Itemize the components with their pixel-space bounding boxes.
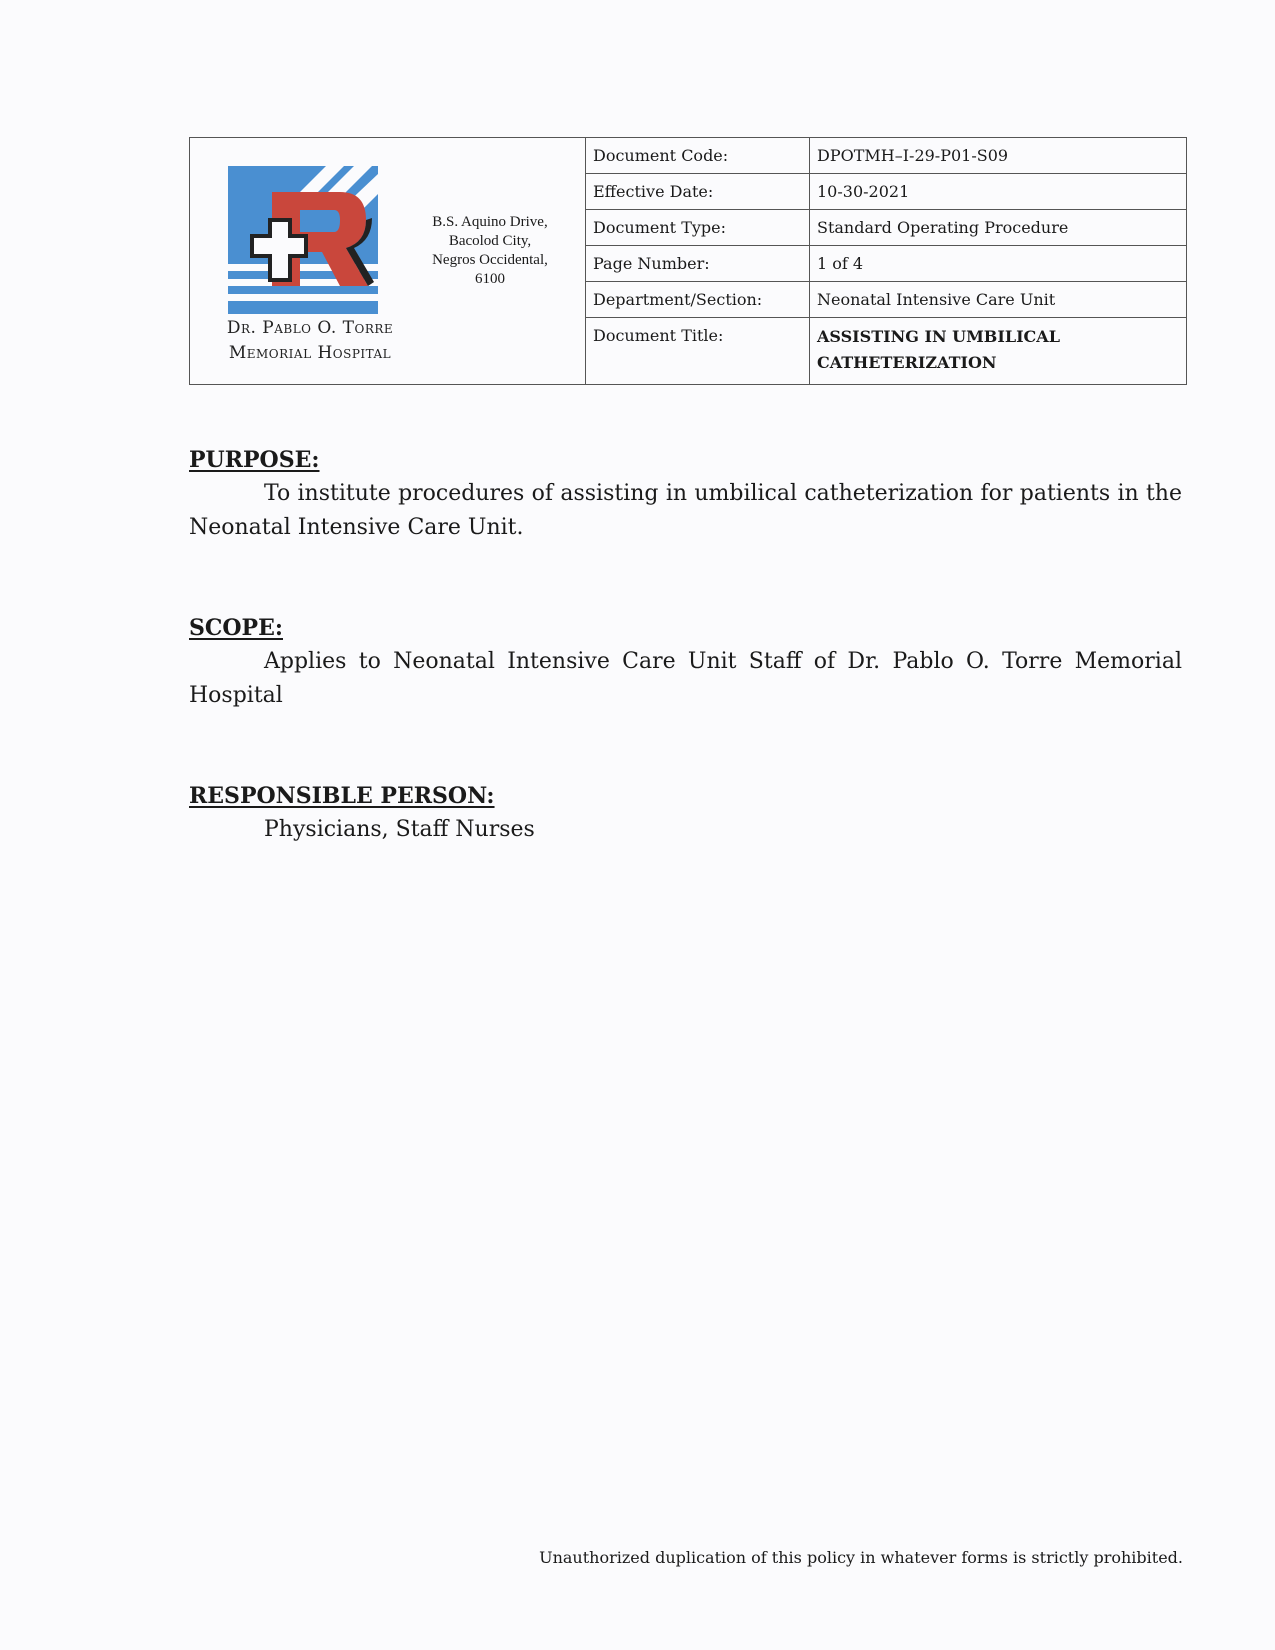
responsible-person-heading: RESPONSIBLE PERSON:	[189, 783, 495, 809]
logo-cell	[190, 138, 395, 384]
address-line: B.S. Aquino Drive,	[432, 214, 548, 230]
address-cell	[395, 138, 586, 384]
meta-value: Neonatal Intensive Care Unit	[817, 290, 1056, 309]
hospital-address	[432, 213, 548, 289]
hospital-name-line1: Dr. Pablo O. Torre	[226, 318, 394, 338]
meta-row-document-type	[586, 210, 1186, 246]
meta-row-page-number	[586, 246, 1186, 282]
hospital-name	[190, 316, 430, 366]
meta-key: Effective Date:	[586, 174, 810, 209]
responsible-person-text: Physicians, Staff Nurses	[264, 817, 535, 842]
meta-key: Document Code:	[586, 138, 810, 173]
meta-value: 10-30-2021	[817, 182, 910, 201]
meta-row-document-code	[586, 138, 1186, 174]
document-header-table	[189, 137, 1187, 385]
address-line: 6100	[474, 271, 505, 287]
meta-row-effective-date	[586, 174, 1186, 210]
scope-text: Applies to Neonatal Intensive Care Unit Staff of Dr. Pablo O. Torre Memorial Hospital	[189, 649, 1182, 708]
address-line: Negros Occidental,	[432, 252, 548, 268]
meta-key: Page Number:	[586, 246, 810, 281]
meta-value: 1 of 4	[817, 254, 864, 273]
meta-value: Standard Operating Procedure	[817, 218, 1069, 237]
meta-row-department	[586, 282, 1186, 318]
footer-notice: Unauthorized duplication of this policy in whatever forms is strictly prohibited.	[539, 1548, 1183, 1567]
meta-row-document-title	[586, 318, 1186, 384]
meta-value: DPOTMH–I-29-P01-S09	[817, 146, 1009, 165]
address-line: Bacolod City,	[448, 233, 532, 249]
meta-key: Document Title:	[586, 318, 810, 384]
document-meta	[586, 138, 1186, 384]
meta-value-title: ASSISTING IN UMBILICAL CATHETERIZATION	[817, 327, 1060, 372]
hospital-name-line2: Memorial Hospital	[228, 343, 392, 363]
hospital-r-cross-logo-icon	[228, 164, 384, 316]
meta-key: Department/Section:	[586, 282, 810, 317]
purpose-heading: PURPOSE:	[189, 447, 320, 473]
meta-key: Document Type:	[586, 210, 810, 245]
scope-heading: SCOPE:	[189, 615, 283, 641]
purpose-text: To institute procedures of assisting in umbilical catheterization for patients in the Neonatal Intensive Care Unit.	[189, 481, 1182, 540]
